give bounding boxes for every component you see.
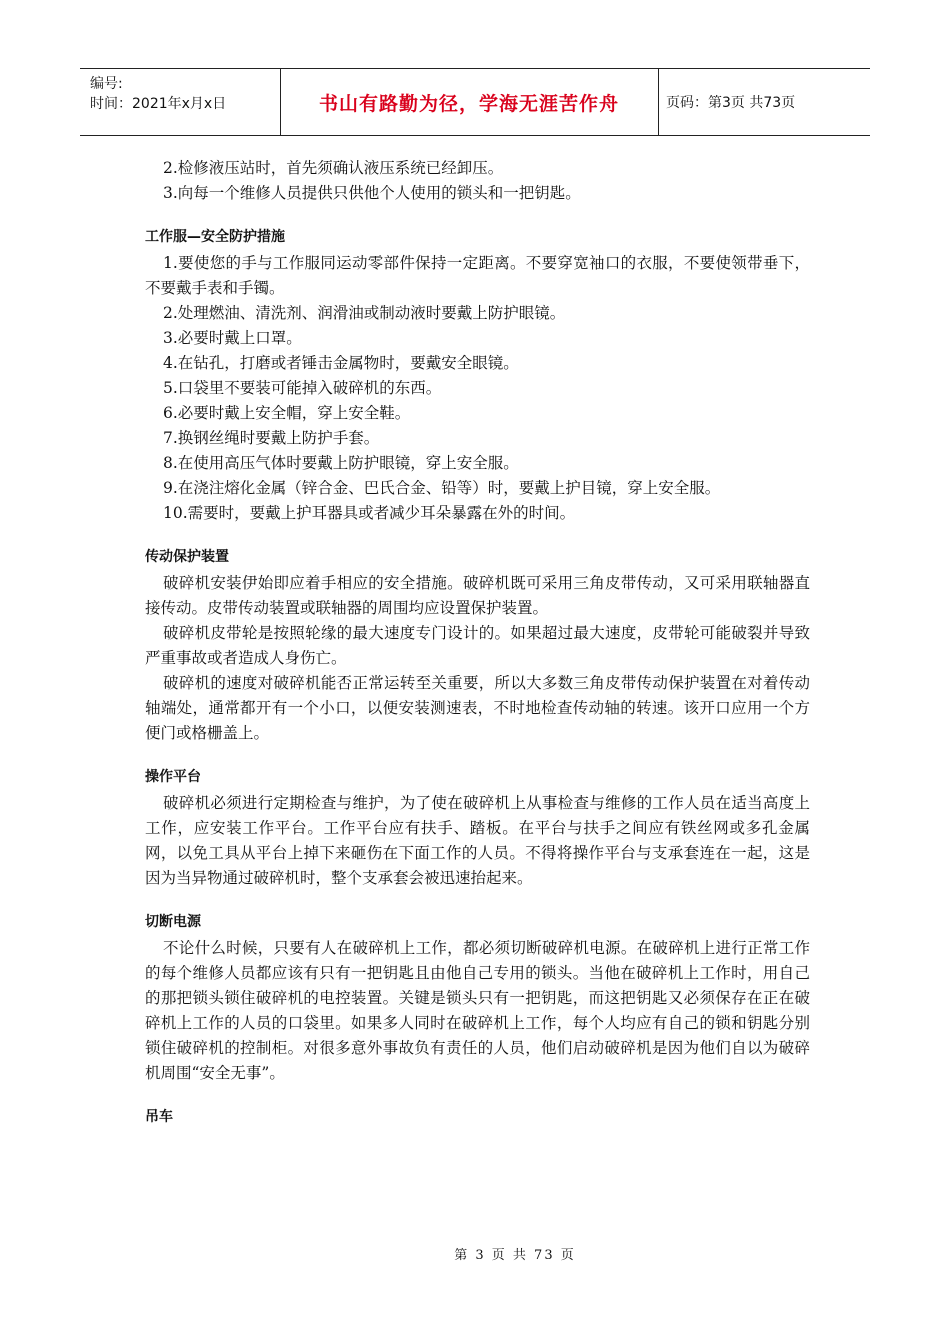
paragraph: 破碎机皮带轮是按照轮缘的最大速度专门设计的。如果超过最大速度，皮带轮可能破裂并导致严重事故或者造成人身伤亡。 xyxy=(145,624,810,667)
list-item: 9.在浇注熔化金属（锌合金、巴氏合金、铅等）时，要戴上护目镜，穿上安全服。 xyxy=(163,479,721,497)
list-item: 4.在钻孔，打磨或者锤击金属物时，要戴安全眼镜。 xyxy=(163,354,519,372)
section-heading-crane: 吊车 xyxy=(145,1109,173,1125)
footer-page-number: 第 3 页 共 73 页 xyxy=(454,1248,576,1263)
list-item: 3.向每一个维修人员提供只供他个人使用的锁头和一把钥匙。 xyxy=(163,184,581,202)
header-motto xyxy=(280,69,659,135)
list-item: 10.需要时，要戴上护耳器具或者减少耳朵暴露在外的时间。 xyxy=(163,504,576,522)
list-item: 5.口袋里不要装可能掉入破碎机的东西。 xyxy=(163,379,442,397)
header-meta xyxy=(80,69,281,135)
number-label: 编号: xyxy=(90,76,123,92)
header-page-info: 页码：第3页 共73页 xyxy=(666,95,796,111)
section-heading-protective-clothing: 工作服—安全防护措施 xyxy=(145,229,285,245)
list-item: 7.换钢丝绳时要戴上防护手套。 xyxy=(163,429,380,447)
paragraph: 破碎机安装伊始即应着手相应的安全措施。破碎机既可采用三角皮带传动，又可采用联轴器直接传动。皮带传动装置或联轴器的周围均应设置保护装置。 xyxy=(145,574,810,617)
list-item: 3.必要时戴上口罩。 xyxy=(163,329,302,347)
section-heading-platform: 操作平台 xyxy=(145,769,201,785)
list-item: 8.在使用高压气体时要戴上防护眼镜，穿上安全服。 xyxy=(163,454,519,472)
list-item: 6.必要时戴上安全帽，穿上安全鞋。 xyxy=(163,404,411,422)
list-item: 1.要使您的手与工作服同运动零部件保持一定距离。不要穿宽袖口的衣服，不要使领带垂下，不要戴手表和手镯。 xyxy=(145,254,810,297)
time-label: 时间：2021年x月x日 xyxy=(90,96,227,112)
section-heading-power-cutoff: 切断电源 xyxy=(145,914,201,930)
page-footer xyxy=(0,1244,950,1263)
paragraph: 破碎机的速度对破碎机能否正常运转至关重要，所以大多数三角皮带传动保护装置在对着传动轴端处，通常都开有一个小口，以便安装测速表，不时地检查传动轴的转速。该开口应用一个方便门或格栅盖上。 xyxy=(145,674,810,742)
list-item: 2.检修液压站时，首先须确认液压系统已经卸压。 xyxy=(163,159,504,177)
list-item: 2.处理燃油、清洗剂、润滑油或制动液时要戴上防护眼镜。 xyxy=(163,304,566,322)
paragraph: 破碎机必须进行定期检查与维护，为了使在破碎机上从事检查与维修的工作人员在适当高度上工作，应安装工作平台。工作平台应有扶手、踏板。在平台与扶手之间应有铁丝网或多孔金属网，以免工具从平台上掉下来砸伤在下面工作的人员。不得将操作平台与支承套连在一起，这是因为当异物通过破碎机时，整个支承套会被迅速抬起来。 xyxy=(145,794,810,887)
page-header xyxy=(80,68,870,136)
motto-text: 书山有路勤为径，学海无涯苦作舟 xyxy=(318,92,619,115)
paragraph: 不论什么时候，只要有人在破碎机上工作，都必须切断破碎机电源。在破碎机上进行正常工作的每个维修人员都应该有只有一把钥匙且由他自己专用的锁头。当他在破碎机上工作时，用自己的那把锁头锁住破碎机的电控装置。关键是锁头只有一把钥匙，而这把钥匙又必须保存在正在破碎机上工作的人员的口袋里。如果多人同时在破碎机上工作，每个人均应有自己的锁和钥匙分别锁住破碎机的控制柜。对很多意外事故负有责任的人员，他们启动破碎机是因为他们自以为破碎机周围“安全无事”。 xyxy=(145,939,810,1082)
section-heading-drive-guard: 传动保护装置 xyxy=(145,549,229,565)
document-body xyxy=(145,156,810,1131)
